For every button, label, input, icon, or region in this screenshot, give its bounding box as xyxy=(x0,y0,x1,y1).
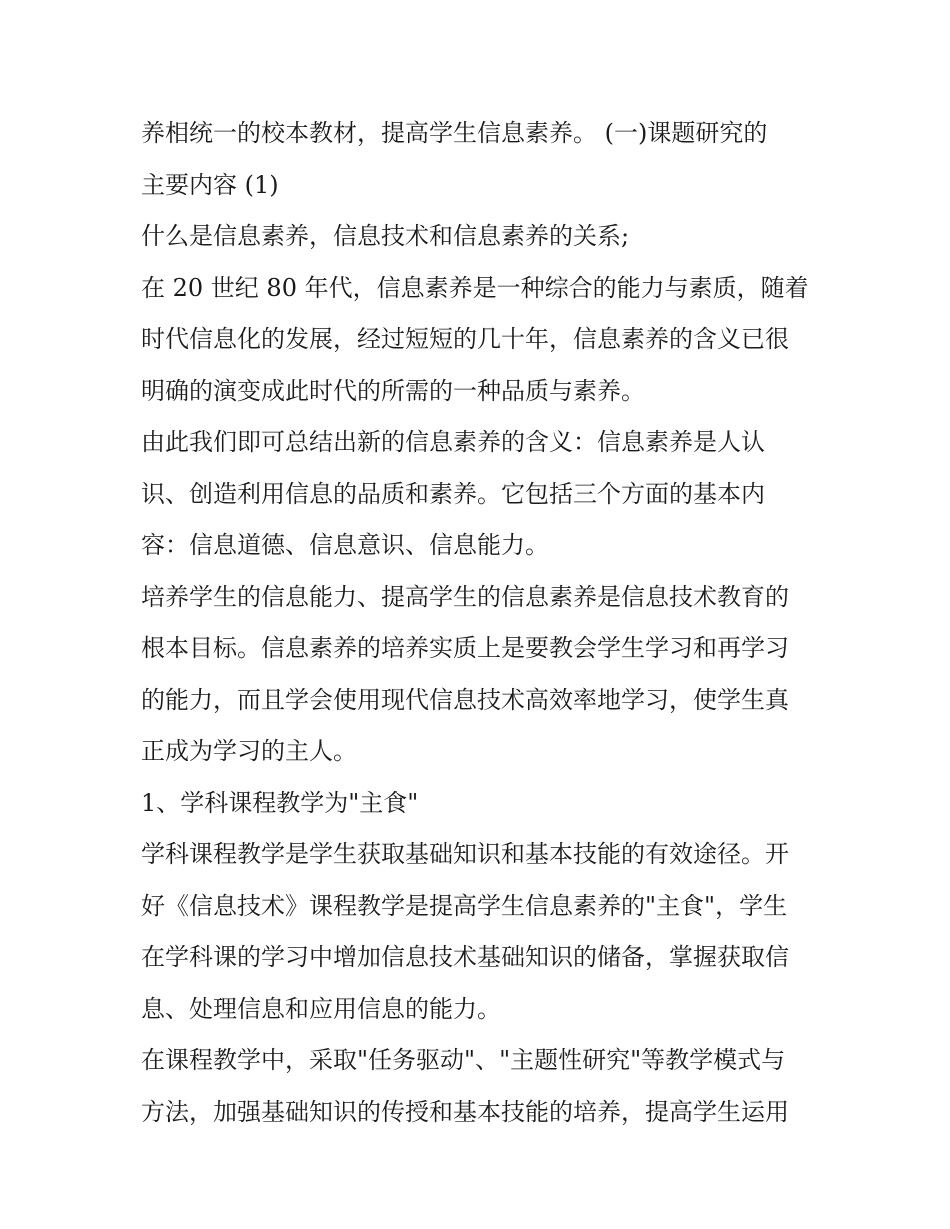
text-line: 养相统一的校本教材，提高学生信息素养。 (一)课题研究的 xyxy=(141,119,768,147)
text-line: 什么是信息素养，信息技术和信息素养的关系; xyxy=(141,222,630,250)
text-line: 根本目标。信息素养的培养实质上是要教会学生学习和再学习 xyxy=(141,634,789,662)
text-line: 好《信息技术》课程教学是提高学生信息素养的"主食"，学生 xyxy=(141,891,788,920)
text-line: 在学科课的学习中增加信息技术基础知识的储备，掌握获取信 xyxy=(141,943,789,971)
section-heading: 1、学科课程教学为"主食" xyxy=(141,788,419,817)
text-line: 方法，加强基础知识的传授和基本技能的培养，提高学生运用 xyxy=(141,1097,789,1126)
text-line: 在课程教学中，采取"任务驱动"、"主题性研究"等教学模式与 xyxy=(141,1046,786,1074)
text-line: 在 20 世纪 80 年代，信息素养是一种综合的能力与素质，随着 xyxy=(141,273,809,302)
text-line: 息、处理信息和应用信息的能力。 xyxy=(141,994,501,1023)
body-text xyxy=(141,108,821,1138)
text-line: 由此我们即可总结出新的信息素养的含义：信息素养是人认 xyxy=(141,428,765,456)
text-line: 识、创造利用信息的品质和素养。它包括三个方面的基本内 xyxy=(141,479,765,508)
text-line: 主要内容 (1) xyxy=(141,170,279,199)
text-line: 的能力，而且学会使用现代信息技术高效率地学习，使学生真 xyxy=(141,685,789,714)
text-line: 明确的演变成此时代的所需的一种品质与素养。 xyxy=(141,376,645,405)
text-line: 培养学生的信息能力、提高学生的信息素养是信息技术教育的 xyxy=(141,582,789,611)
text-line: 时代信息化的发展，经过短短的几十年，信息素养的含义已很 xyxy=(141,325,789,353)
text-line: 学科课程教学是学生获取基础知识和基本技能的有效途径。开 xyxy=(141,840,789,868)
text-line: 容：信息道德、信息意识、信息能力。 xyxy=(141,531,549,559)
text-line: 正成为学习的主人。 xyxy=(141,737,357,765)
